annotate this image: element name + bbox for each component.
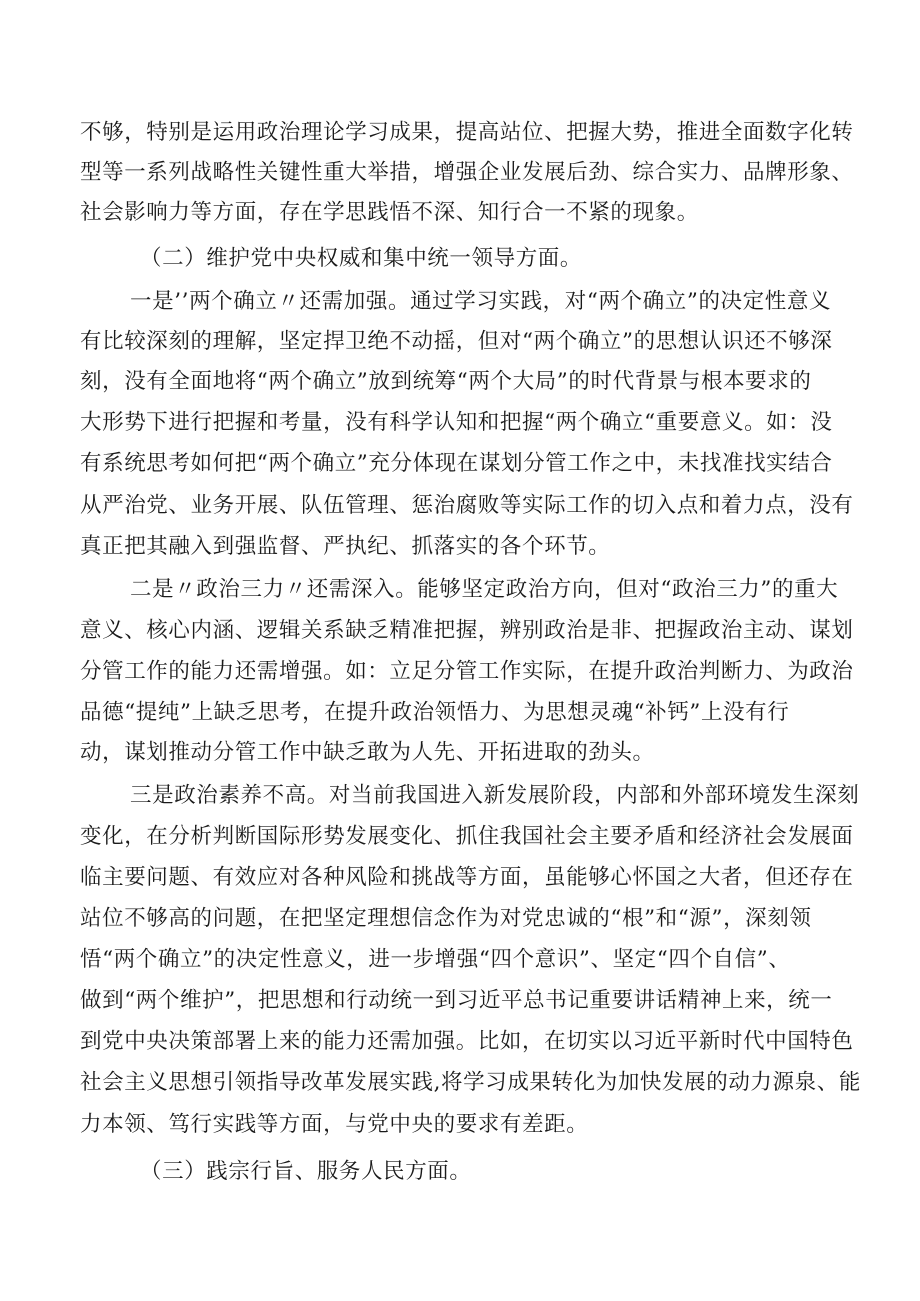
text-line: 悟“两个确立”的决定性意义，进一步增强“四个意识”、坚定“四个自信”、: [80, 947, 791, 972]
text-line: 分管工作的能力还需增强。如：立足分管工作实际，在提升政治判断力、为政治: [80, 659, 854, 684]
text-line: 动，谋划推动分管工作中缺乏敢为人先、开拓进取的劲头。: [80, 740, 655, 765]
text-line: 一是’’两个确立〃还需加强。通过学习实践，对“两个确立”的决定性意义: [130, 289, 832, 314]
text-line: 大形势下进行把握和考量，没有科学认知和把握“两个确立“重要意义。如：没: [80, 410, 833, 435]
section-heading: （二）维护党中央权威和集中统一领导方面。: [140, 246, 583, 271]
text-line: 从严治党、业务开展、队伍管理、惩治腐败等实际工作的切入点和着力点，没有: [80, 493, 854, 518]
text-line: 二是〃政治三力〃还需深入。能够坚定政治方向，但对“政治三力”的重大: [130, 577, 839, 602]
text-line: 到党中央决策部署上来的能力还需加强。比如，在切实以习近平新时代中国特色: [80, 1029, 854, 1054]
text-line: 变化，在分析判断国际形势发展变化、抓住我国社会主要矛盾和经济社会发展面: [80, 824, 854, 849]
text-line: 品德“提纯”上缺乏思考，在提升政治领悟力、为思想灵魂“补钙”上没有行: [80, 700, 790, 725]
text-line: 做到“两个维护”，把思想和行动统一到习近平总书记重要讲话精神上来，统一: [80, 988, 833, 1013]
text-line: 三是政治素养不高。对当前我国进入新发展阶段，内部和外部环境发生深刻: [130, 783, 860, 808]
text-line: 意义、核心内涵、逻辑关系缺乏精准把握，辨别政治是非、把握政治主动、谋划: [80, 618, 854, 643]
text-line: 社会主义思想引领指导改革发展实践,将学习成果转化为加快发展的动力源泉、能: [80, 1070, 861, 1095]
text-line: 社会影响力等方面，存在学思践悟不深、知行合一不紧的现象。: [80, 200, 699, 225]
text-line: 真正把其融入到强监督、严执纪、抓落实的各个环节。: [80, 534, 611, 559]
text-line: 不够，特别是运用政治理论学习成果，提高站位、把握大势，推进全面数字化转: [80, 120, 854, 145]
text-line: 刻，没有全面地将“两个确立”放到统筹“两个大局”的时代背景与根本要求的: [80, 369, 812, 394]
text-line: 临主要问题、有效应对各种风险和挑战等方面，虽能够心怀国之大者，但还存在: [80, 865, 854, 890]
text-line: 站位不够高的问题，在把坚定理想信念作为对党忠诚的“根”和“源”，深刻领: [80, 906, 812, 931]
text-line: 有系统思考如何把“两个确立”充分体现在谋划分管工作之中，未找准找实结合: [80, 451, 833, 476]
text-line: 力本领、笃行实践等方面，与党中央的要求有差距。: [80, 1112, 589, 1137]
section-heading: （三）践宗行旨、服务人民方面。: [140, 1159, 472, 1184]
text-line: 型等一系列战略性关键性重大举措，增强企业发展后劲、综合实力、品牌形象、: [80, 160, 854, 185]
text-line: 有比较深刻的理解，坚定捍卫绝不动摇，但对“两个确立”的思想认识还不够深: [80, 329, 833, 354]
